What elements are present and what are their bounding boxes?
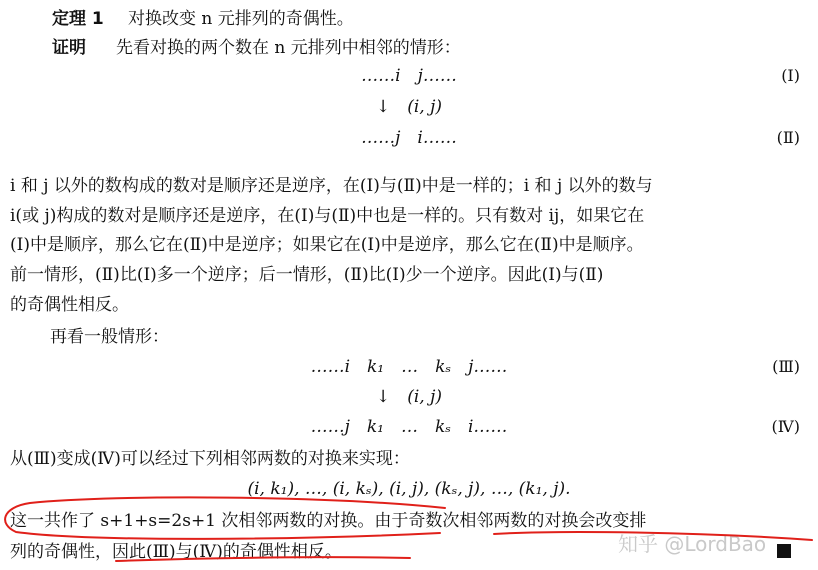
paragraph-line: (Ⅰ)中是顺序，那么它在(Ⅱ)中是逆序；如果它在(Ⅰ)中是逆序，那么它在(Ⅱ)中是顺序。 [10,235,644,255]
paragraph-transposition-chain: 从(Ⅲ)变成(Ⅳ)可以经过下列相邻两数的对换来实现： [10,449,410,469]
proof-text: 先看对换的两个数在 n 元排列中相邻的情形： [116,38,461,58]
transposition-arrow-2: ↓ (i, j) [375,387,443,407]
paragraph-line: 的奇偶性相反。 [10,295,129,315]
proof-label: 证明 [52,38,86,58]
equation-tag-2: (Ⅱ) [776,128,800,147]
equation-tag-4: (Ⅳ) [771,417,800,436]
transposition-arrow-1: ↓ (i, j) [375,97,443,117]
equation-tag-3: (Ⅲ) [772,357,800,376]
annotation-underline-1 [494,532,812,540]
paragraph-line: i 和 j 以外的数构成的数对是顺序还是逆序，在(Ⅰ)与(Ⅱ)中是一样的；i 和 j 以外的数与 [10,176,653,196]
general-case-intro: 再看一般情形： [50,327,169,347]
display-permutation-2: ……j i…… [361,128,457,148]
theorem-label: 定理 1 [52,9,104,29]
annotation-underline-2 [116,557,410,561]
annotation-circle [5,497,445,538]
paragraph-line: i(或 j)构成的数对是顺序还是逆序，在(Ⅰ)与(Ⅱ)中也是一样的。只有数对 ij，如果它在 [10,206,645,226]
transposition-sequence: (i, k₁), …, (i, kₛ), (i, j), (kₛ, j), …, (k₁, j). [247,479,571,499]
display-permutation-1: ……i j…… [361,66,457,86]
paragraph-line: 这一共作了 s+1+s=2s+1 次相邻两数的对换。由于奇数次相邻两数的对换会改变排 [10,511,647,531]
display-permutation-3: ……i k₁ … kₛ j…… [310,357,508,377]
theorem-text: 对换改变 n 元排列的奇偶性。 [128,9,354,29]
equation-tag-1: (Ⅰ) [781,66,800,85]
watermark: 知乎 @LordBao [618,532,767,556]
paragraph-line: 列的奇偶性，因此(Ⅲ)与(Ⅳ)的奇偶性相反。 [10,542,342,562]
display-permutation-4: ……j k₁ … kₛ i…… [310,417,508,437]
paragraph-line: 前一情形，(Ⅱ)比(Ⅰ)多一个逆序；后一情形，(Ⅱ)比(Ⅰ)少一个逆序。因此(Ⅰ)与(Ⅱ) [10,265,604,285]
